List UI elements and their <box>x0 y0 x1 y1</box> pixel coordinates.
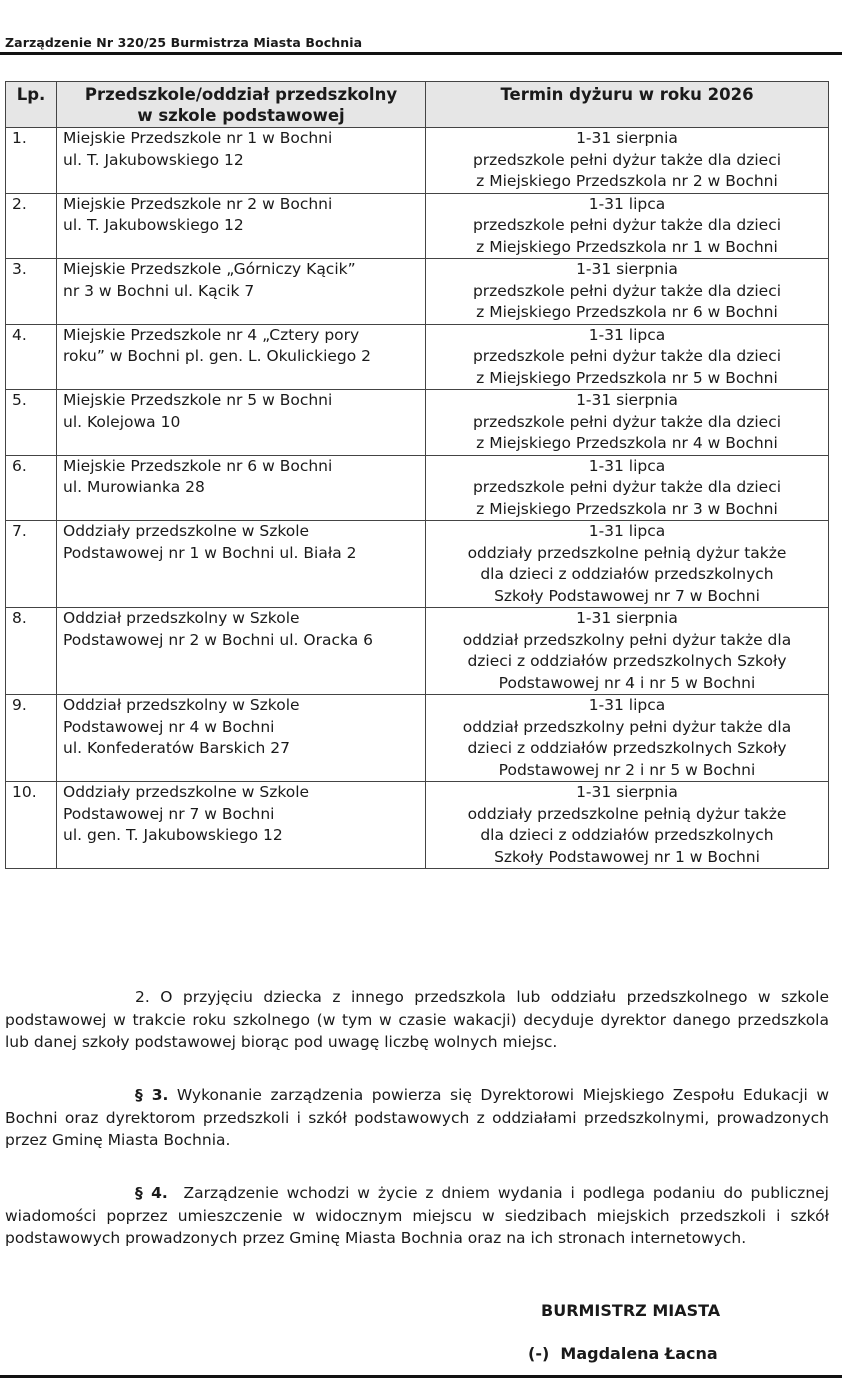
kindergarten-line: Podstawowej nr 2 w Bochni ul. Oracka 6 <box>63 630 373 649</box>
duty-period: 1-31 lipca <box>588 696 666 714</box>
kindergarten-line: ul. T. Jakubowskiego 12 <box>63 150 244 169</box>
duty-note-line: przedszkole pełni dyżur także dla dzieci <box>472 216 782 234</box>
duty-note-line: oddział przedszkolny pełni dyżur także dla <box>462 717 792 736</box>
paragraph-2-text: 2. O przyjęciu dziecka z innego przedszkola lub oddziału przedszkolnego w szkole podstawowej w trakcie roku szkolnego (w tym w czasie wakacji) decyduje dyrektor danego przedszkola lub danej szkoły podstawowej biorąc pod uwagę liczbę wolnych miejsc. <box>5 988 829 1051</box>
row-number: 1. <box>6 128 57 194</box>
row-number: 7. <box>6 521 57 608</box>
footer-divider <box>0 1375 842 1378</box>
duty-period: 1-31 lipca <box>588 456 666 475</box>
section-3-marker: § 3. <box>135 1086 169 1104</box>
kindergarten-line: roku” w Bochni pl. gen. L. Okulickiego 2 <box>63 347 372 365</box>
table-row <box>6 193 829 259</box>
kindergarten-cell <box>57 521 426 608</box>
kindergarten-cell <box>57 128 426 194</box>
kindergarten-line: nr 3 w Bochni ul. Kącik 7 <box>63 281 255 300</box>
duty-term-cell <box>426 324 829 390</box>
column-header-kindergarten-line: w szkole podstawowej <box>137 106 345 125</box>
duty-note-line: z Miejskiego Przedszkola nr 5 w Bochni <box>476 368 778 387</box>
table-row <box>6 128 829 194</box>
column-header-duty-term: Termin dyżuru w roku 2026 <box>426 82 829 128</box>
row-number: 6. <box>6 455 57 521</box>
column-header-kindergarten-line: Przedszkole/oddział przedszkolny <box>84 85 398 104</box>
column-header-kindergarten <box>57 82 426 128</box>
table-row <box>6 324 829 390</box>
kindergarten-line: Oddział przedszkolny w Szkole <box>63 696 300 714</box>
table-header-row <box>6 82 829 128</box>
kindergarten-line: Podstawowej nr 1 w Bochni ul. Biała 2 <box>63 543 357 562</box>
kindergarten-line: Oddział przedszkolny w Szkole <box>63 609 300 627</box>
column-header-lp: Lp. <box>6 82 57 128</box>
duty-note-line: z Miejskiego Przedszkola nr 2 w Bochni <box>476 172 778 190</box>
duty-period: 1-31 sierpnia <box>576 129 678 147</box>
kindergarten-cell <box>57 259 426 325</box>
kindergarten-line: Podstawowej nr 7 w Bochni <box>63 804 275 823</box>
paragraph-section-4 <box>5 1182 834 1250</box>
row-number: 2. <box>6 193 57 259</box>
duty-period: 1-31 sierpnia <box>576 609 678 627</box>
table-row <box>6 608 829 695</box>
kindergarten-line: ul. gen. T. Jakubowskiego 12 <box>63 826 283 844</box>
row-number: 3. <box>6 259 57 325</box>
kindergarten-line: Podstawowej nr 4 w Bochni <box>63 717 275 736</box>
duty-term-cell <box>426 695 829 782</box>
duty-note-line: przedszkole pełni dyżur także dla dzieci <box>472 281 782 300</box>
paragraph-section-4-text: Zarządzenie wchodzi w życie z dniem wydania i podlega podaniu do publicznej wiadomości poprzez umieszczenie w widocznym miejscu w siedzibach miejskich przedszkoli i szkół podstawowych prowadzonych przez Gminę Miasta Bochnia oraz na ich stronach internetowych. <box>5 1184 834 1247</box>
duty-term-cell <box>426 128 829 194</box>
section-4-marker: § 4. <box>135 1184 168 1202</box>
kindergarten-cell <box>57 608 426 695</box>
duty-note-line: przedszkole pełni dyżur także dla dzieci <box>472 478 782 496</box>
duty-term-cell <box>426 259 829 325</box>
duty-note-line: z Miejskiego Przedszkola nr 6 w Bochni <box>476 303 778 321</box>
kindergarten-line: ul. Konfederatów Barskich 27 <box>63 739 290 757</box>
duty-note-line: Szkoły Podstawowej nr 7 w Bochni <box>494 586 760 605</box>
duty-term-cell <box>426 455 829 521</box>
kindergarten-cell <box>57 695 426 782</box>
duty-term-cell <box>426 390 829 456</box>
row-number: 9. <box>6 695 57 782</box>
kindergarten-cell <box>57 324 426 390</box>
duty-note-line: Szkoły Podstawowej nr 1 w Bochni <box>494 847 760 866</box>
paragraph-section-3-text: Wykonanie zarządzenia powierza się Dyrektorowi Miejskiego Zespołu Edukacji w Bochni oraz dyrektorom przedszkoli i szkół podstawowych z oddziałami przedszkolnymi, prowadzonych przez Gminę Miasta Bochnia. <box>5 1086 829 1149</box>
row-number: 10. <box>6 782 57 869</box>
kindergarten-cell <box>57 455 426 521</box>
paragraph-2 <box>5 986 829 1054</box>
duty-note-line: oddział przedszkolny pełni dyżur także dla <box>462 630 792 649</box>
duty-note-line: dla dzieci z oddziałów przedszkolnych <box>480 826 774 844</box>
table-row <box>6 390 829 456</box>
kindergarten-line: Miejskie Przedszkole nr 5 w Bochni <box>63 391 333 409</box>
duty-term-cell <box>426 782 829 869</box>
duty-note-line: z Miejskiego Przedszkola nr 1 w Bochni <box>476 237 778 256</box>
header-divider <box>0 52 842 55</box>
duty-term-cell <box>426 193 829 259</box>
kindergarten-line: Miejskie Przedszkole nr 6 w Bochni <box>63 456 333 475</box>
kindergarten-line: ul. Murowianka 28 <box>63 478 205 496</box>
kindergarten-line: Oddziały przedszkolne w Szkole <box>63 522 310 540</box>
kindergarten-line: Miejskie Przedszkole nr 2 w Bochni <box>63 194 333 213</box>
duty-note-line: dzieci z oddziałów przedszkolnych Szkoły <box>467 739 787 757</box>
table-row <box>6 782 829 869</box>
duty-period: 1-31 sierpnia <box>576 260 678 278</box>
table-row <box>6 259 829 325</box>
duty-term-cell <box>426 521 829 608</box>
row-number: 4. <box>6 324 57 390</box>
table-row <box>6 455 829 521</box>
duty-schedule-table <box>5 81 829 869</box>
kindergarten-cell <box>57 390 426 456</box>
duty-term-cell <box>426 608 829 695</box>
table-row <box>6 521 829 608</box>
duty-period: 1-31 lipca <box>588 194 666 213</box>
signature-name: (-) Magdalena Łacna <box>528 1344 718 1363</box>
duty-note-line: przedszkole pełni dyżur także dla dzieci <box>472 412 782 431</box>
kindergarten-line: ul. T. Jakubowskiego 12 <box>63 216 244 234</box>
duty-period: 1-31 lipca <box>588 522 666 540</box>
row-number: 5. <box>6 390 57 456</box>
duty-note-line: Podstawowej nr 2 i nr 5 w Bochni <box>498 760 756 779</box>
kindergarten-line: ul. Kolejowa 10 <box>63 412 181 431</box>
duty-note-line: dzieci z oddziałów przedszkolnych Szkoły <box>467 652 787 670</box>
duty-note-line: oddziały przedszkolne pełnią dyżur także <box>467 804 787 823</box>
document-header-title: Zarządzenie Nr 320/25 Burmistrza Miasta Bochnia <box>5 35 363 50</box>
kindergarten-cell <box>57 782 426 869</box>
duty-note-line: z Miejskiego Przedszkola nr 3 w Bochni <box>476 499 778 518</box>
duty-note-line: oddziały przedszkolne pełnią dyżur także <box>467 543 787 562</box>
kindergarten-cell <box>57 193 426 259</box>
duty-period: 1-31 lipca <box>588 325 666 344</box>
duty-note-line: Podstawowej nr 4 i nr 5 w Bochni <box>498 673 756 692</box>
kindergarten-line: Miejskie Przedszkole nr 4 „Cztery pory <box>63 325 360 344</box>
signature-title: BURMISTRZ MIASTA <box>541 1301 721 1320</box>
duty-note-line: z Miejskiego Przedszkola nr 4 w Bochni <box>476 434 778 452</box>
table-row <box>6 695 829 782</box>
kindergarten-line: Miejskie Przedszkole „Górniczy Kącik” <box>63 260 356 278</box>
row-number: 8. <box>6 608 57 695</box>
paragraph-section-3 <box>5 1084 829 1152</box>
duty-period: 1-31 sierpnia <box>576 391 678 409</box>
duty-note-line: przedszkole pełni dyżur także dla dzieci <box>472 150 782 169</box>
duty-note-line: dla dzieci z oddziałów przedszkolnych <box>480 565 774 583</box>
duty-note-line: przedszkole pełni dyżur także dla dzieci <box>472 347 782 365</box>
duty-period: 1-31 sierpnia <box>576 783 678 801</box>
kindergarten-line: Miejskie Przedszkole nr 1 w Bochni <box>63 129 333 147</box>
kindergarten-line: Oddziały przedszkolne w Szkole <box>63 783 310 801</box>
